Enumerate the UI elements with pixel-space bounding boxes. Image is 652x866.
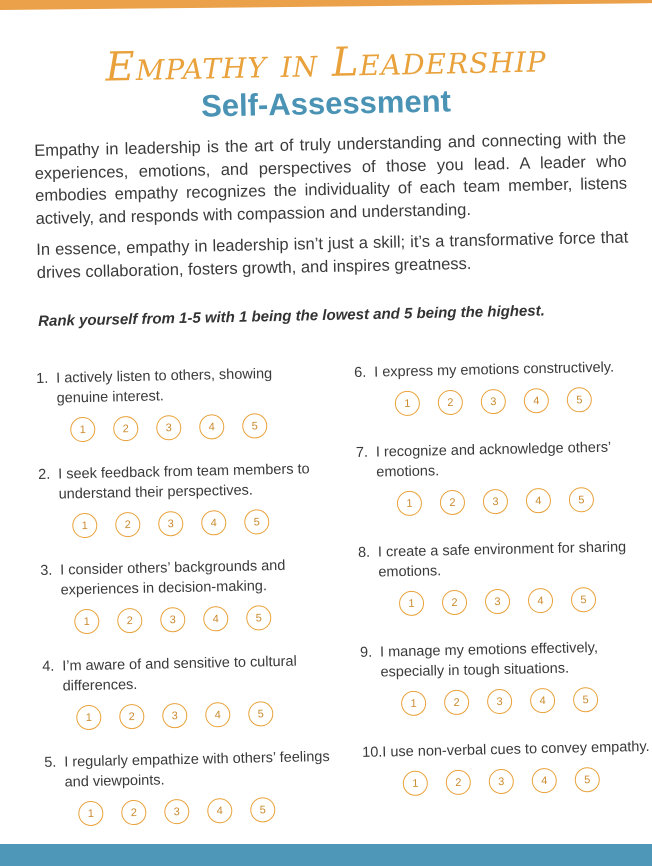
rating-option-2[interactable]: 2 xyxy=(115,512,141,538)
rating-option-3[interactable]: 3 xyxy=(487,689,513,715)
question xyxy=(42,651,333,697)
rating-option-2[interactable]: 2 xyxy=(440,490,466,516)
rating-option-3[interactable]: 3 xyxy=(481,389,507,415)
rating-option-3[interactable]: 3 xyxy=(158,511,184,537)
rating-scale xyxy=(363,766,652,797)
question-text: I express my emotions constructively. xyxy=(374,359,615,381)
rating-option-3[interactable]: 3 xyxy=(485,589,511,615)
rating-option-4[interactable]: 4 xyxy=(526,488,552,514)
rating-option-5[interactable]: 5 xyxy=(244,509,270,535)
rating-option-1[interactable]: 1 xyxy=(72,513,98,539)
questions-column-left xyxy=(36,363,336,849)
question-number: 4. xyxy=(42,658,55,675)
rating-option-4[interactable]: 4 xyxy=(528,588,554,614)
intro-text xyxy=(34,128,629,293)
question-number: 9. xyxy=(359,644,373,661)
question-number: 10. xyxy=(362,744,383,761)
rating-option-5[interactable]: 5 xyxy=(567,387,593,413)
rating-scale xyxy=(43,700,333,731)
rating-option-1[interactable]: 1 xyxy=(395,391,421,417)
rating-option-1[interactable]: 1 xyxy=(401,691,427,717)
rating-option-4[interactable]: 4 xyxy=(530,688,556,714)
question-item xyxy=(360,637,651,717)
rating-option-2[interactable]: 2 xyxy=(438,390,464,416)
question xyxy=(356,437,647,483)
rating-option-4[interactable]: 4 xyxy=(203,606,229,632)
question-item xyxy=(42,651,333,731)
question-item xyxy=(36,363,327,443)
question-number: 7. xyxy=(355,444,369,461)
rating-option-4[interactable]: 4 xyxy=(207,798,233,824)
questions-column-right xyxy=(354,357,652,823)
top-accent-bar xyxy=(0,0,652,10)
rating-option-5[interactable]: 5 xyxy=(575,767,601,793)
rating-option-3[interactable]: 3 xyxy=(483,489,509,515)
rating-option-3[interactable]: 3 xyxy=(160,607,186,633)
rating-option-5[interactable]: 5 xyxy=(571,587,597,613)
rating-option-2[interactable]: 2 xyxy=(442,590,468,616)
rating-scale xyxy=(37,412,327,443)
rating-option-2[interactable]: 2 xyxy=(444,690,470,716)
rating-scale xyxy=(45,796,335,827)
question xyxy=(44,747,335,793)
question xyxy=(362,737,652,763)
question-number: 5. xyxy=(44,754,57,771)
rating-option-3[interactable]: 3 xyxy=(489,769,515,795)
rating-option-4[interactable]: 4 xyxy=(524,388,550,414)
question-text: I recognize and acknowledge others’ emotions. xyxy=(375,439,611,481)
question-item xyxy=(38,459,329,539)
question-text: I regularly empathize with others’ feelings and viewpoints. xyxy=(64,748,330,791)
question-text: I seek feedback from team members to understand their perspectives. xyxy=(58,461,310,503)
question-item xyxy=(362,737,652,797)
rating-option-4[interactable]: 4 xyxy=(201,510,227,536)
rating-option-3[interactable]: 3 xyxy=(164,799,190,825)
rating-option-2[interactable]: 2 xyxy=(117,608,143,634)
question-number: 2. xyxy=(38,466,51,483)
rating-option-5[interactable]: 5 xyxy=(248,701,274,727)
question xyxy=(38,459,329,505)
intro-paragraph-1: Empathy in leadership is the art of truly understanding and connecting with the experiences, emotions, and perspectives of those you lead. A leader who embodies empathy recognizes the individuality of each team member, listens actively, and responds with compassion and understanding. xyxy=(34,129,628,228)
rating-instruction: Rank yourself from 1-5 with 1 being the lowest and 5 being the highest. xyxy=(38,302,545,330)
question-item xyxy=(40,555,331,635)
rating-option-3[interactable]: 3 xyxy=(156,415,182,441)
question-number: 3. xyxy=(40,562,53,579)
question-number: 8. xyxy=(357,544,371,561)
rating-scale xyxy=(359,586,649,617)
rating-option-5[interactable]: 5 xyxy=(573,687,599,713)
question-text: I manage my emotions effectively, especially in tough situations. xyxy=(379,639,599,681)
rating-option-1[interactable]: 1 xyxy=(397,491,423,517)
rating-scale xyxy=(361,686,651,717)
rating-option-1[interactable]: 1 xyxy=(76,705,102,731)
rating-option-4[interactable]: 4 xyxy=(205,702,231,728)
question-item xyxy=(356,437,647,517)
rating-option-5[interactable]: 5 xyxy=(246,605,272,631)
question-item xyxy=(354,357,645,417)
rating-scale xyxy=(357,486,647,517)
bottom-accent-bar xyxy=(0,844,652,866)
rating-option-2[interactable]: 2 xyxy=(121,800,147,826)
question-number: 1. xyxy=(36,370,49,387)
question xyxy=(358,537,649,583)
rating-scale xyxy=(39,508,329,539)
question xyxy=(354,357,644,383)
rating-option-4[interactable]: 4 xyxy=(532,768,558,794)
rating-scale xyxy=(41,604,331,635)
question-item xyxy=(44,747,335,827)
question-text: I use non-verbal cues to convey empathy. xyxy=(382,738,650,761)
page-title: Empathy in Leadership xyxy=(105,35,547,91)
rating-option-4[interactable]: 4 xyxy=(199,414,225,440)
rating-option-1[interactable]: 1 xyxy=(70,417,96,443)
question-text: I actively listen to others, showing genuine interest. xyxy=(56,366,273,407)
page-subtitle: Self-Assessment xyxy=(200,83,452,124)
question-text: I create a safe environment for sharing emotions. xyxy=(377,539,627,581)
question-text: I consider others’ backgrounds and experiences in decision-making. xyxy=(60,557,286,599)
question-item xyxy=(358,537,649,617)
question-number: 6. xyxy=(354,364,367,381)
rating-scale xyxy=(355,386,645,417)
rating-option-2[interactable]: 2 xyxy=(113,416,139,442)
rating-option-1[interactable]: 1 xyxy=(399,591,425,617)
question xyxy=(36,363,327,409)
rating-option-5[interactable]: 5 xyxy=(250,797,276,823)
rating-option-5[interactable]: 5 xyxy=(242,413,268,439)
rating-option-3[interactable]: 3 xyxy=(162,703,188,729)
intro-paragraph-2: In essence, empathy in leadership isn’t just a skill; it’s a transformative force that drives collaboration, fosters growth, and inspires greatness. xyxy=(36,228,629,282)
question xyxy=(360,637,651,683)
rating-option-1[interactable]: 1 xyxy=(403,771,429,797)
rating-option-2[interactable]: 2 xyxy=(446,770,472,796)
rating-option-1[interactable]: 1 xyxy=(78,801,104,827)
rating-option-2[interactable]: 2 xyxy=(119,704,145,730)
rating-option-1[interactable]: 1 xyxy=(74,609,100,635)
question xyxy=(40,555,331,601)
question-text: I’m aware of and sensitive to cultural differences. xyxy=(62,653,297,695)
rating-option-5[interactable]: 5 xyxy=(569,487,595,513)
